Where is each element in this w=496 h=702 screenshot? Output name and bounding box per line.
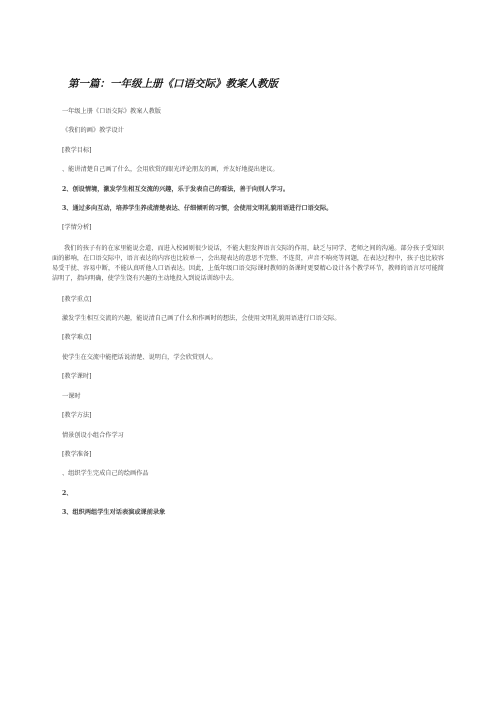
objective-item-3: 3、通过多向互动，培养学生养成清楚表达、仔细倾听的习惯，会使用文明礼貌用语进行口语交际。 bbox=[62, 205, 333, 213]
section-heading-objectives: [教学目标] bbox=[62, 146, 92, 154]
section-heading-analysis: [学情分析] bbox=[62, 224, 92, 232]
analysis-paragraph: 我们的孩子有的在家里能说会道，而进入校园则很少说话，不能大胆发挥语言交际的作用，缺乏与同学、老师之间的沟通。部分孩子受知识面的影响，在口语交际中，语言表达的内容也比较单一，会出现表达的意思不完整、不连贯，声音不响亮等问题，在表达过程中，孩子也比较容易受干扰、容易中断，不能认真听他人口语表达。因此，上低年级口语交际课时教师的备课时更要精心设计各个教学环节，教师的语言尽可能简洁明了，指向明确，使学生饶有兴趣的主动地投入到说话训练中去。 bbox=[52, 244, 444, 283]
difficulties-text: 使学生在交流中能把话说清楚、说明白，学会欣赏别人。 bbox=[62, 353, 217, 361]
preparation-item-2: 2、 bbox=[62, 489, 73, 497]
subtitle-line: 一年级上册《口语交际》教案人教版 bbox=[62, 108, 161, 115]
section-heading-key-points: [教学重点] bbox=[62, 295, 92, 303]
preparation-item-3: 3、组织两组学生对话表演或课前录象 bbox=[62, 509, 166, 517]
preparation-item-1: 、组织学生完成自己的绘画作品 bbox=[62, 470, 149, 478]
section-heading-preparation: [教学准备] bbox=[62, 450, 92, 458]
lesson-title: 《我们的画》教学设计 bbox=[62, 127, 124, 135]
key-points-text: 激发学生相互交流的兴趣，能说清自己画了什么和作画时的想法，会使用文明礼貌用语进行口语交际。 bbox=[62, 315, 341, 323]
section-heading-periods: [教学课时] bbox=[62, 373, 92, 381]
document-body bbox=[52, 108, 444, 529]
objective-item-1: 、能讲清楚自己画了什么，会用欣赏的眼光评论朋友的画，并友好地提出建议。 bbox=[62, 166, 279, 174]
section-heading-difficulties: [教学难点] bbox=[62, 334, 92, 342]
periods-text: 一课时 bbox=[62, 392, 81, 400]
document-title: 第一篇：一年级上册《口语交际》教案人教版 bbox=[68, 78, 278, 90]
section-heading-methods: [教学方法] bbox=[62, 412, 92, 420]
methods-text: 情景创设小组合作学习 bbox=[62, 431, 124, 439]
objective-item-2: 2、创设情境，激发学生相互交流的兴趣，乐于发表自己的看法，善于向别人学习。 bbox=[62, 185, 290, 193]
